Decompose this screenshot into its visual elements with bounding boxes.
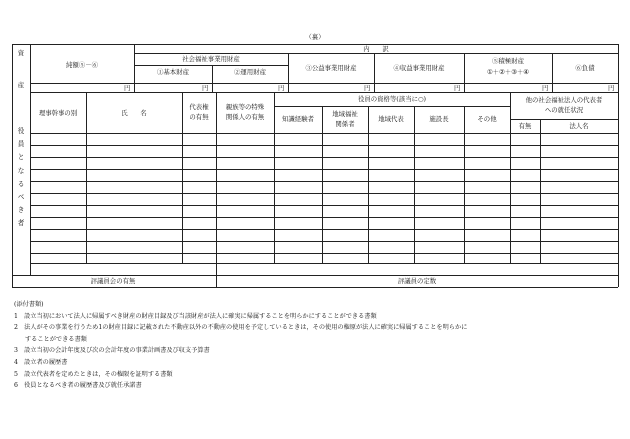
qualification-header: 役員の資格等(該当に○) — [357, 95, 427, 103]
attachment-item: 6 役員となるべき者の履歴書及び就任承諾書 — [14, 382, 142, 390]
q-other-header: その他 — [477, 115, 497, 123]
page-side-label: （裏） — [305, 33, 325, 41]
operating-assets-label: ②運用財産 — [234, 68, 266, 76]
name-header: 氏 名 — [121, 109, 147, 117]
basic-assets-label: ①基本財産 — [157, 68, 189, 76]
other-corp-header-2: への就任状況 — [544, 106, 584, 114]
q-welfare-header-2: 関係者 — [335, 120, 355, 128]
officers-side-label: 役 員 と な る べ き 者 — [17, 127, 25, 228]
profit-assets-label: ④収益事業用財産 — [393, 64, 445, 72]
attachment-item: 1 設立当初において法人に帰属すべき財産の財産目録及び当該財産が法人に確実に帰属することを明らかにすることができる書類 — [14, 312, 377, 320]
attachment-item: することができる書類 — [25, 335, 87, 343]
yen-unit: 円 — [454, 84, 461, 92]
yen-unit: 円 — [364, 84, 371, 92]
positive-assets-formula: ①＋②＋③＋④ — [486, 68, 530, 76]
council-quota-label: 評議員の定数 — [397, 277, 437, 285]
attachment-item: 2 法人がその事業を行うため1の財産目録に記載された不動産以外の不動産の使用を予定しているときは，その使用の権原が法人に確実に帰属することを明らかに — [14, 324, 468, 332]
relative-header-2: 関係人の有無 — [225, 113, 265, 121]
other-corp-header-1: 他の社会福祉法人の代表者 — [525, 96, 603, 104]
asset-label-bottom: 産 — [17, 81, 25, 89]
yen-unit: 円 — [124, 84, 131, 92]
relative-header-1: 親族等の特殊 — [225, 103, 265, 111]
q-facility-header: 施設長 — [429, 115, 449, 123]
welfare-assets-label: 社会福祉事業用財産 — [182, 55, 240, 63]
asset-label-top: 資 — [17, 49, 25, 57]
yen-unit: 円 — [202, 84, 209, 92]
council-presence-label: 評議員会の有無 — [90, 277, 136, 285]
q-regional-header: 地域代表 — [378, 115, 404, 123]
attachments-title: (添付書類) — [14, 301, 44, 308]
role-header: 理事幹事の別 — [38, 109, 78, 117]
q-knowledge-header: 知識経験者 — [282, 115, 314, 123]
q-welfare-header-1: 地域福祉 — [332, 110, 358, 118]
rep-right-header-2: の有無 — [189, 113, 209, 121]
yen-unit: 円 — [608, 84, 615, 92]
positive-assets-label: ⑤積極財産 — [492, 57, 524, 65]
public-interest-assets-label: ③公益事業用財産 — [305, 64, 357, 72]
rep-right-header-1: 代表権 — [189, 103, 209, 111]
corp-name-header: 法人名 — [569, 122, 589, 130]
net-amount-label: 純額⑤－⑥ — [66, 61, 98, 69]
presence-header: 有無 — [518, 122, 532, 130]
attachments-section — [14, 299, 467, 392]
attachment-item: 3 設立当初の会計年度及び次の会計年度の事業計画書及び収支予算書 — [14, 347, 210, 355]
attachment-item: 4 設立者の履歴書 — [14, 358, 68, 366]
liabilities-label: ⑥負債 — [575, 64, 595, 72]
yen-unit: 円 — [278, 84, 285, 92]
yen-unit: 円 — [542, 84, 549, 92]
attachment-item: 5 設立代表者を定めたときは，その権限を証明する書類 — [14, 370, 173, 378]
breakdown-label: 内 訳 — [363, 45, 389, 53]
